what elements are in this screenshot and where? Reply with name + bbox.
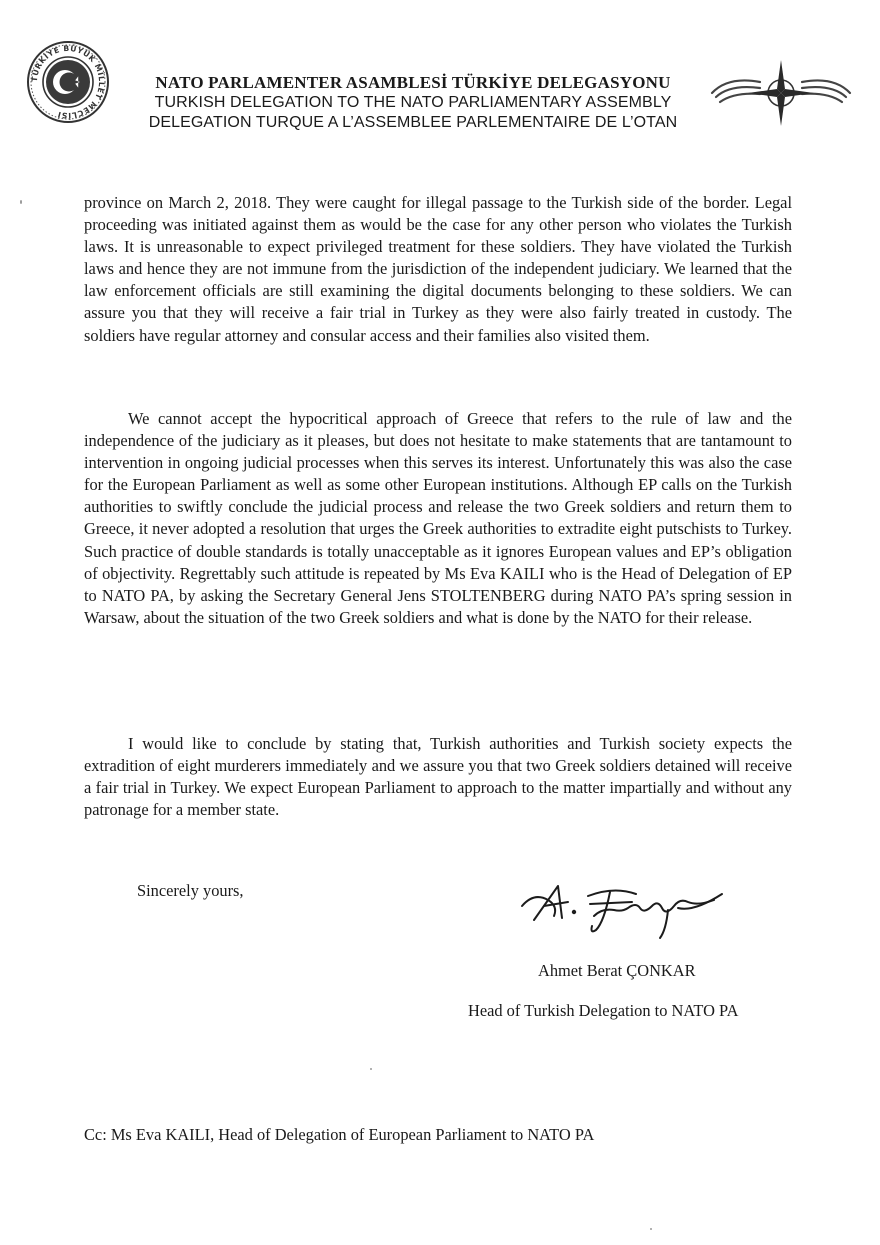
header-title-turkish: NATO PARLAMENTER ASAMBLESİ TÜRKİYE DELEGASYONU: [155, 73, 671, 92]
signer-title: Head of Turkish Delegation to NATO PA: [468, 1001, 739, 1020]
body-paragraph-2: We cannot accept the hypocritical approach of Greece that refers to the rule of law and the independence of the judiciary as it pleases, but does not hesitate to make statements that are tantamount to intervention in ongoing judicial processes when this serves its interest. Unfortunately this was also the case for the European Parliament as well as some other European institutions. Although EP calls on the Turkish authorities to swiftly conclude the judicial process and release the two Greek soldiers and return them to Greece, it never adopted a resolution that urges the Greek authorities to extradite eight putschists to Turkey. Such practice of double standards is totally unacceptable as it ignores European values and EP’s obligation of objectivity. Regrettably such attitude is repeated by Ms Eva KAILI who is the Head of Delegation of EP to NATO PA, by asking the Secretary General Jens STOLTENBERG during NATO PA’s spring session in Warsaw, about the situation of the two Greek soldiers and what is done by the NATO for their release.: [84, 409, 792, 627]
closing-salutation: Sincerely yours,: [137, 881, 244, 900]
seal-text: TÜRKİYE BÜYÜK MİLLET MECLİSİ: [29, 43, 107, 121]
parliament-seal-icon: [26, 40, 110, 124]
header-title-french: DELEGATION TURQUE A L’ASSEMBLEE PARLEMENTAIRE DE L’OTAN: [148, 114, 678, 131]
carbon-copy-line: Cc: Ms Eva KAILI, Head of Delegation of European Parliament to NATO PA: [84, 1125, 595, 1144]
handwritten-signature: [518, 872, 738, 944]
nato-pa-emblem-icon: [708, 58, 854, 128]
scan-speck: [650, 1228, 652, 1230]
signer-name: Ahmet Berat ÇONKAR: [538, 961, 696, 980]
header-title-english: TURKISH DELEGATION TO THE NATO PARLIAMENTARY ASSEMBLY: [154, 94, 672, 111]
scan-speck: [370, 1068, 372, 1070]
body-paragraph-1: province on March 2, 2018. They were caught for illegal passage to the Turkish side of the border. Legal proceeding was initiated against them as would be the case for any other person who violates the Turkish laws. It is unreasonable to expect privileged treatment for these soldiers. They have violated the Turkish laws and hence they are not immune from the jurisdiction of the independent judiciary. We learned that the law enforcement officials are still examining the digital documents belonging to these soldiers. We can assure you that they will receive a fair trial in Turkey as they were also fairly treated in custody. The soldiers have regular attorney and consular access and their families also visited them.: [84, 193, 792, 345]
body-paragraph-3: I would like to conclude by stating that, Turkish authorities and Turkish society expects the extradition of eight murderers immediately and we assure you that two Greek soldiers detained will receive a fair trial in Turkey. We expect European Parliament to approach to the matter impartially and without any patronage for a member state.: [84, 734, 792, 820]
scan-speck: [20, 200, 22, 204]
